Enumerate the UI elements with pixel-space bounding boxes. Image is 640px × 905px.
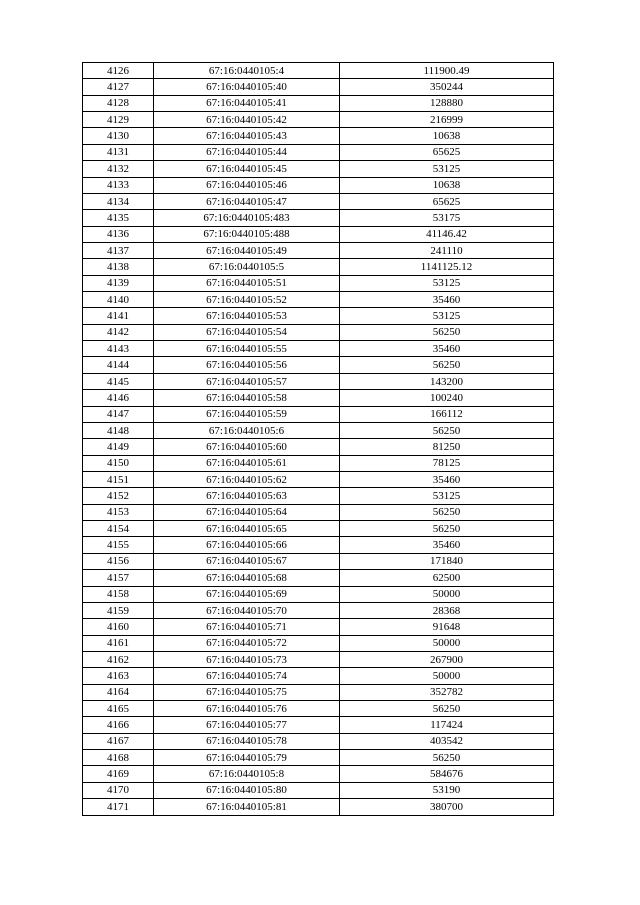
row-number-cell: 4165 bbox=[83, 701, 154, 717]
cadastral-number-cell: 67:16:0440105:45 bbox=[154, 161, 340, 177]
row-number-cell: 4128 bbox=[83, 95, 154, 111]
value-cell: 41146.42 bbox=[340, 226, 554, 242]
row-number-cell: 4155 bbox=[83, 537, 154, 553]
cadastral-number-cell: 67:16:0440105:44 bbox=[154, 144, 340, 160]
value-cell: 53125 bbox=[340, 308, 554, 324]
cadastral-number-cell: 67:16:0440105:41 bbox=[154, 95, 340, 111]
row-number-cell: 4139 bbox=[83, 275, 154, 291]
value-cell: 10638 bbox=[340, 128, 554, 144]
row-number-cell: 4129 bbox=[83, 112, 154, 128]
value-cell: 81250 bbox=[340, 439, 554, 455]
table-row bbox=[83, 504, 554, 520]
cadastral-number-cell: 67:16:0440105:47 bbox=[154, 193, 340, 209]
value-cell: 65625 bbox=[340, 193, 554, 209]
table-row bbox=[83, 422, 554, 438]
cadastral-number-cell: 67:16:0440105:72 bbox=[154, 635, 340, 651]
table-row bbox=[83, 733, 554, 749]
value-cell: 10638 bbox=[340, 177, 554, 193]
value-cell: 117424 bbox=[340, 717, 554, 733]
cadastral-number-cell: 67:16:0440105:79 bbox=[154, 750, 340, 766]
cadastral-number-cell: 67:16:0440105:8 bbox=[154, 766, 340, 782]
table-row bbox=[83, 455, 554, 471]
value-cell: 53125 bbox=[340, 161, 554, 177]
table-row bbox=[83, 602, 554, 618]
table-row bbox=[83, 242, 554, 258]
value-cell: 380700 bbox=[340, 799, 554, 815]
table-row bbox=[83, 553, 554, 569]
row-number-cell: 4167 bbox=[83, 733, 154, 749]
cadastral-number-cell: 67:16:0440105:55 bbox=[154, 341, 340, 357]
value-cell: 56250 bbox=[340, 750, 554, 766]
value-cell: 403542 bbox=[340, 733, 554, 749]
row-number-cell: 4147 bbox=[83, 406, 154, 422]
cadastral-number-cell: 67:16:0440105:76 bbox=[154, 701, 340, 717]
value-cell: 267900 bbox=[340, 651, 554, 667]
table-row bbox=[83, 537, 554, 553]
cadastral-number-cell: 67:16:0440105:80 bbox=[154, 782, 340, 798]
row-number-cell: 4136 bbox=[83, 226, 154, 242]
cadastral-number-cell: 67:16:0440105:58 bbox=[154, 390, 340, 406]
table-row bbox=[83, 439, 554, 455]
table-row bbox=[83, 226, 554, 242]
row-number-cell: 4170 bbox=[83, 782, 154, 798]
cadastral-number-cell: 67:16:0440105:483 bbox=[154, 210, 340, 226]
row-number-cell: 4166 bbox=[83, 717, 154, 733]
row-number-cell: 4160 bbox=[83, 619, 154, 635]
cadastral-number-cell: 67:16:0440105:65 bbox=[154, 521, 340, 537]
cadastral-value-table bbox=[82, 62, 554, 816]
table-row bbox=[83, 750, 554, 766]
table-row bbox=[83, 619, 554, 635]
row-number-cell: 4161 bbox=[83, 635, 154, 651]
row-number-cell: 4126 bbox=[83, 63, 154, 79]
value-cell: 56250 bbox=[340, 521, 554, 537]
row-number-cell: 4149 bbox=[83, 439, 154, 455]
value-cell: 65625 bbox=[340, 144, 554, 160]
cadastral-number-cell: 67:16:0440105:63 bbox=[154, 488, 340, 504]
cadastral-number-cell: 67:16:0440105:77 bbox=[154, 717, 340, 733]
row-number-cell: 4162 bbox=[83, 651, 154, 667]
row-number-cell: 4168 bbox=[83, 750, 154, 766]
row-number-cell: 4137 bbox=[83, 242, 154, 258]
value-cell: 56250 bbox=[340, 357, 554, 373]
value-cell: 56250 bbox=[340, 701, 554, 717]
value-cell: 100240 bbox=[340, 390, 554, 406]
value-cell: 53190 bbox=[340, 782, 554, 798]
value-cell: 111900.49 bbox=[340, 63, 554, 79]
value-cell: 28368 bbox=[340, 602, 554, 618]
cadastral-number-cell: 67:16:0440105:62 bbox=[154, 471, 340, 487]
cadastral-number-cell: 67:16:0440105:42 bbox=[154, 112, 340, 128]
row-number-cell: 4135 bbox=[83, 210, 154, 226]
table-row bbox=[83, 782, 554, 798]
cadastral-number-cell: 67:16:0440105:67 bbox=[154, 553, 340, 569]
value-cell: 53175 bbox=[340, 210, 554, 226]
table-row bbox=[83, 177, 554, 193]
cadastral-number-cell: 67:16:0440105:66 bbox=[154, 537, 340, 553]
row-number-cell: 4156 bbox=[83, 553, 154, 569]
value-cell: 35460 bbox=[340, 341, 554, 357]
row-number-cell: 4151 bbox=[83, 471, 154, 487]
row-number-cell: 4132 bbox=[83, 161, 154, 177]
row-number-cell: 4140 bbox=[83, 292, 154, 308]
cadastral-number-cell: 67:16:0440105:6 bbox=[154, 422, 340, 438]
table-row bbox=[83, 357, 554, 373]
table-row bbox=[83, 259, 554, 275]
table-row bbox=[83, 668, 554, 684]
cadastral-number-cell: 67:16:0440105:81 bbox=[154, 799, 340, 815]
row-number-cell: 4159 bbox=[83, 602, 154, 618]
value-cell: 56250 bbox=[340, 504, 554, 520]
table-row bbox=[83, 79, 554, 95]
table-row bbox=[83, 128, 554, 144]
value-cell: 35460 bbox=[340, 537, 554, 553]
table-row bbox=[83, 406, 554, 422]
row-number-cell: 4153 bbox=[83, 504, 154, 520]
cadastral-number-cell: 67:16:0440105:43 bbox=[154, 128, 340, 144]
row-number-cell: 4134 bbox=[83, 193, 154, 209]
cadastral-number-cell: 67:16:0440105:56 bbox=[154, 357, 340, 373]
cadastral-number-cell: 67:16:0440105:53 bbox=[154, 308, 340, 324]
table-row bbox=[83, 324, 554, 340]
table-row bbox=[83, 373, 554, 389]
row-number-cell: 4148 bbox=[83, 422, 154, 438]
row-number-cell: 4150 bbox=[83, 455, 154, 471]
row-number-cell: 4143 bbox=[83, 341, 154, 357]
cadastral-number-cell: 67:16:0440105:54 bbox=[154, 324, 340, 340]
value-cell: 50000 bbox=[340, 586, 554, 602]
cadastral-number-cell: 67:16:0440105:52 bbox=[154, 292, 340, 308]
cadastral-number-cell: 67:16:0440105:71 bbox=[154, 619, 340, 635]
cadastral-number-cell: 67:16:0440105:57 bbox=[154, 373, 340, 389]
value-cell: 53125 bbox=[340, 275, 554, 291]
cadastral-number-cell: 67:16:0440105:40 bbox=[154, 79, 340, 95]
row-number-cell: 4146 bbox=[83, 390, 154, 406]
row-number-cell: 4157 bbox=[83, 570, 154, 586]
table-row bbox=[83, 63, 554, 79]
table-row bbox=[83, 144, 554, 160]
table-body bbox=[83, 63, 554, 816]
value-cell: 216999 bbox=[340, 112, 554, 128]
value-cell: 50000 bbox=[340, 668, 554, 684]
value-cell: 143200 bbox=[340, 373, 554, 389]
table-row bbox=[83, 684, 554, 700]
table-row bbox=[83, 651, 554, 667]
table-row bbox=[83, 570, 554, 586]
value-cell: 53125 bbox=[340, 488, 554, 504]
value-cell: 352782 bbox=[340, 684, 554, 700]
row-number-cell: 4141 bbox=[83, 308, 154, 324]
row-number-cell: 4164 bbox=[83, 684, 154, 700]
value-cell: 50000 bbox=[340, 635, 554, 651]
value-cell: 56250 bbox=[340, 422, 554, 438]
row-number-cell: 4145 bbox=[83, 373, 154, 389]
value-cell: 35460 bbox=[340, 471, 554, 487]
cadastral-number-cell: 67:16:0440105:78 bbox=[154, 733, 340, 749]
table-row bbox=[83, 308, 554, 324]
value-cell: 1141125.12 bbox=[340, 259, 554, 275]
table-row bbox=[83, 717, 554, 733]
value-cell: 584676 bbox=[340, 766, 554, 782]
row-number-cell: 4138 bbox=[83, 259, 154, 275]
row-number-cell: 4152 bbox=[83, 488, 154, 504]
cadastral-number-cell: 67:16:0440105:68 bbox=[154, 570, 340, 586]
cadastral-number-cell: 67:16:0440105:75 bbox=[154, 684, 340, 700]
value-cell: 128880 bbox=[340, 95, 554, 111]
cadastral-number-cell: 67:16:0440105:488 bbox=[154, 226, 340, 242]
table-row bbox=[83, 112, 554, 128]
cadastral-number-cell: 67:16:0440105:49 bbox=[154, 242, 340, 258]
row-number-cell: 4169 bbox=[83, 766, 154, 782]
value-cell: 171840 bbox=[340, 553, 554, 569]
table-row bbox=[83, 799, 554, 815]
row-number-cell: 4142 bbox=[83, 324, 154, 340]
table-row bbox=[83, 95, 554, 111]
row-number-cell: 4163 bbox=[83, 668, 154, 684]
value-cell: 91648 bbox=[340, 619, 554, 635]
row-number-cell: 4154 bbox=[83, 521, 154, 537]
cadastral-number-cell: 67:16:0440105:64 bbox=[154, 504, 340, 520]
row-number-cell: 4171 bbox=[83, 799, 154, 815]
table-row bbox=[83, 275, 554, 291]
table-row bbox=[83, 341, 554, 357]
table-row bbox=[83, 210, 554, 226]
table-row bbox=[83, 766, 554, 782]
cadastral-number-cell: 67:16:0440105:60 bbox=[154, 439, 340, 455]
row-number-cell: 4131 bbox=[83, 144, 154, 160]
cadastral-number-cell: 67:16:0440105:5 bbox=[154, 259, 340, 275]
table-row bbox=[83, 635, 554, 651]
value-cell: 350244 bbox=[340, 79, 554, 95]
value-cell: 241110 bbox=[340, 242, 554, 258]
cadastral-number-cell: 67:16:0440105:46 bbox=[154, 177, 340, 193]
table-row bbox=[83, 586, 554, 602]
value-cell: 78125 bbox=[340, 455, 554, 471]
cadastral-number-cell: 67:16:0440105:59 bbox=[154, 406, 340, 422]
value-cell: 35460 bbox=[340, 292, 554, 308]
cadastral-number-cell: 67:16:0440105:51 bbox=[154, 275, 340, 291]
table-row bbox=[83, 471, 554, 487]
row-number-cell: 4144 bbox=[83, 357, 154, 373]
cadastral-number-cell: 67:16:0440105:69 bbox=[154, 586, 340, 602]
row-number-cell: 4130 bbox=[83, 128, 154, 144]
table-row bbox=[83, 161, 554, 177]
cadastral-number-cell: 67:16:0440105:73 bbox=[154, 651, 340, 667]
cadastral-number-cell: 67:16:0440105:61 bbox=[154, 455, 340, 471]
value-cell: 62500 bbox=[340, 570, 554, 586]
table-row bbox=[83, 292, 554, 308]
row-number-cell: 4127 bbox=[83, 79, 154, 95]
row-number-cell: 4133 bbox=[83, 177, 154, 193]
table-row bbox=[83, 521, 554, 537]
value-cell: 56250 bbox=[340, 324, 554, 340]
table-row bbox=[83, 390, 554, 406]
cadastral-number-cell: 67:16:0440105:4 bbox=[154, 63, 340, 79]
table-row bbox=[83, 701, 554, 717]
table-row bbox=[83, 193, 554, 209]
row-number-cell: 4158 bbox=[83, 586, 154, 602]
cadastral-number-cell: 67:16:0440105:74 bbox=[154, 668, 340, 684]
value-cell: 166112 bbox=[340, 406, 554, 422]
cadastral-number-cell: 67:16:0440105:70 bbox=[154, 602, 340, 618]
table-row bbox=[83, 488, 554, 504]
